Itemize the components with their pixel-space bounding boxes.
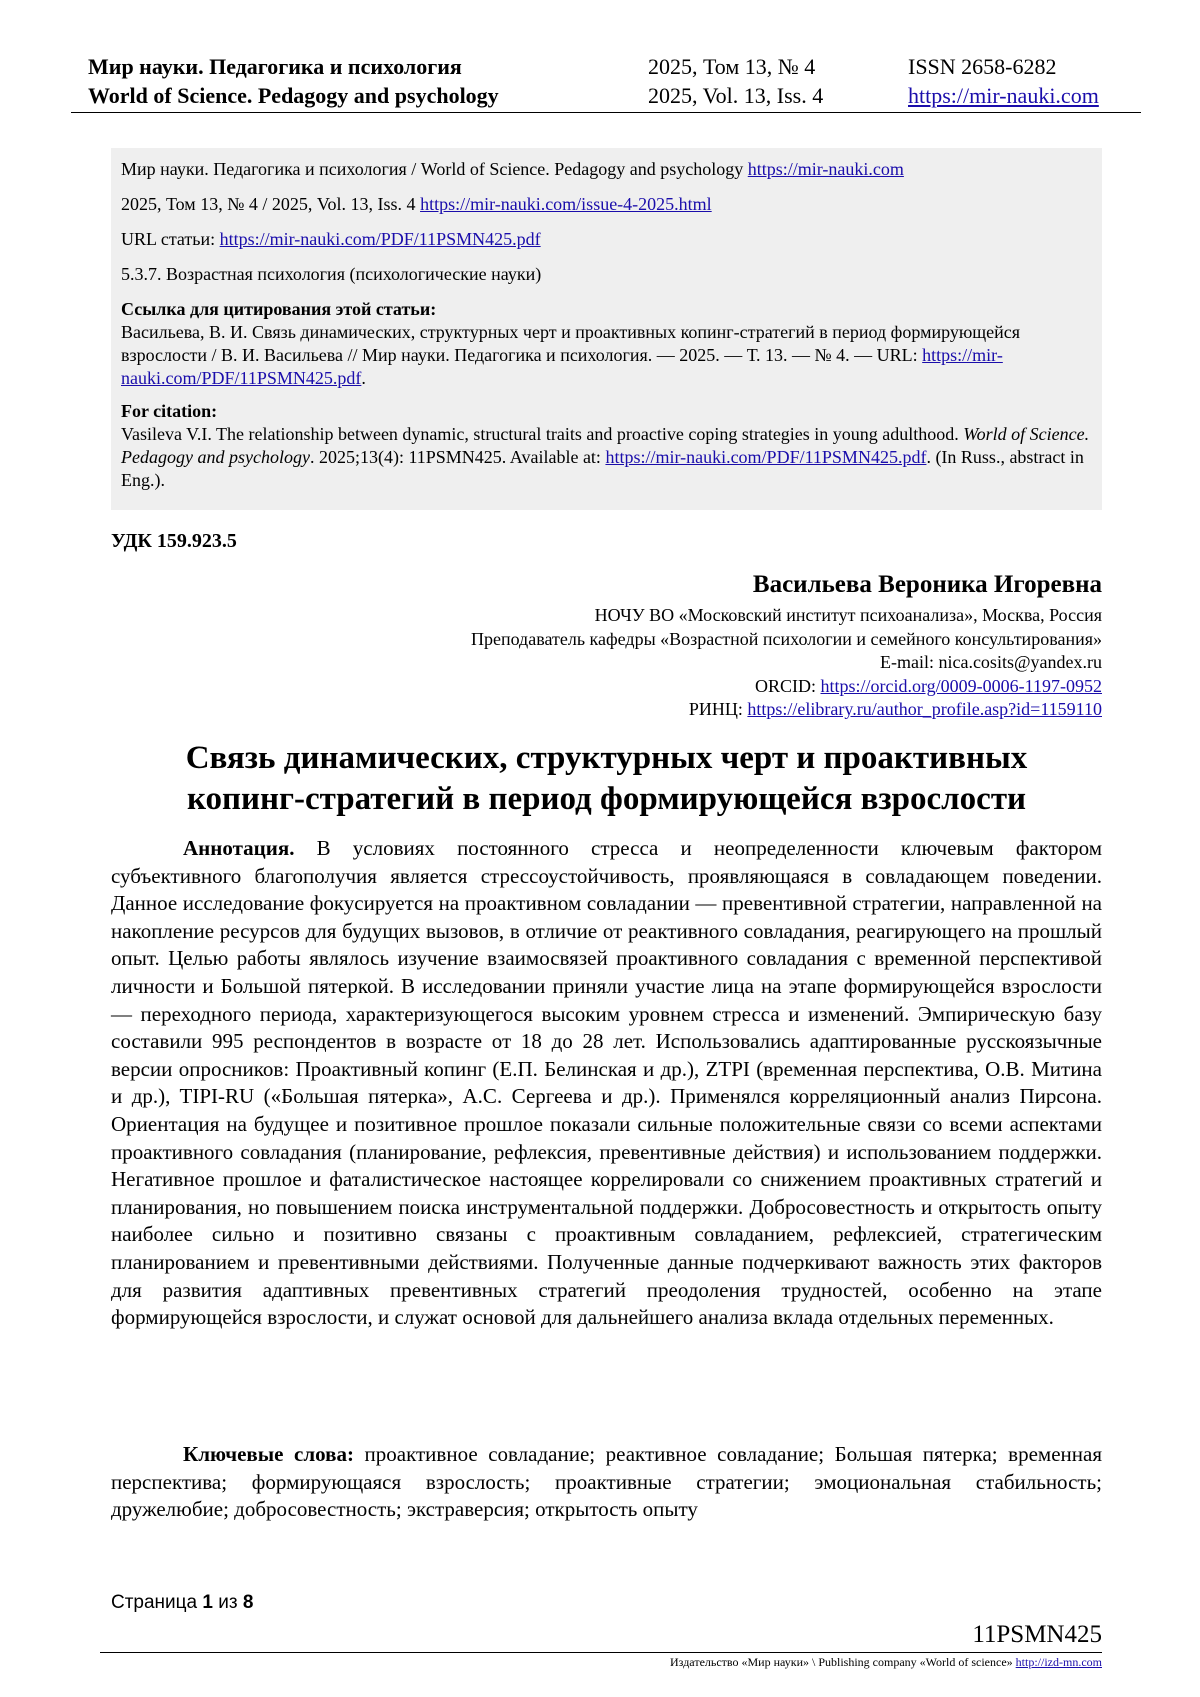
info-url-label: URL статьи: (121, 229, 220, 249)
page-total: 8 (242, 1592, 254, 1613)
journal-header (71, 52, 1141, 113)
citation-en-link[interactable]: https://mir-nauki.com/PDF/11PSMN425.pdf (605, 447, 927, 467)
keywords-label: Ключевые слова: (183, 1442, 354, 1466)
citation-en (121, 400, 1092, 492)
citation-ru-link[interactable]: https://mir-nauki.com/PDF/11PSMN425.pdf (121, 345, 1003, 388)
article-title-line-1: Связь динамических, структурных черт и проактивных (185, 740, 1028, 776)
issn: ISSN 2658-6282 (908, 54, 1057, 79)
citation-ru-label: Ссылка для цитирования этой статьи: (121, 299, 437, 319)
rinc-label: РИНЦ: (688, 699, 748, 719)
info-url-link[interactable]: https://mir-nauki.com/PDF/11PSMN425.pdf (219, 229, 541, 249)
citation-en-text2: . 2025;13(4): 11PSMN425. Available at: (309, 447, 606, 467)
author-orcid (302, 675, 1102, 699)
citation-en-end: . (In Russ., abstract in Eng.). (121, 447, 1084, 490)
info-issue-link[interactable]: https://mir-nauki.com/issue-4-2025.html (420, 194, 712, 214)
info-journal-link[interactable]: https://mir-nauki.com (747, 159, 904, 179)
keywords-text: проактивное совладание; реактивное совладание; Большая пятерка; временная перспектива; формирующаяся взрослость; проактивные стратегии; эмоциональная стабильность; дружелюбие; добросовестность; экстраверсия; открытость опыту (111, 1442, 1102, 1522)
author-name: Васильева Вероника Игоревна (752, 571, 1102, 598)
journal-title-ru: Мир науки. Педагогика и психология (88, 54, 462, 79)
publisher-link[interactable]: http://izd-mn.com (1015, 1655, 1102, 1669)
citation-en-label: For citation: (121, 401, 218, 421)
citation-en-journal: World of Science. Pedagogy and psychology (121, 424, 1090, 467)
article-info-box (111, 148, 1102, 510)
page-number (111, 1592, 253, 1614)
page-word: Страница (111, 1592, 203, 1613)
author-affiliation: НОЧУ ВО «Московский институт психоанализа», Москва, Россия (594, 605, 1102, 625)
publisher-text: Издательство «Мир науки» \ Publishing company «World of science» (670, 1655, 1016, 1669)
info-url-line (121, 228, 1092, 251)
issue-block (648, 52, 823, 110)
abstract-text: В условиях постоянного стресса и неопределенности ключевым фактором субъективного благополучия является стрессоустойчивость, проявляющаяся в совладающем поведении. Данное исследование фокусируется на проактивном совладании — превентивной стратегии, направленной на накопление ресурсов для будущих вызовов, в отличие от реактивного совладания, реагирующего на прошлый опыт. Целью работы являлось изучение взаимосвязей проактивного совладания с временной перспективой личности и Большой пятеркой. В исследовании приняли участие лица на этапе формирующейся взрослости — переходного периода, характеризующегося высоким уровнем стресса и изменений. Эмпирическую базу составили 995 респондентов в возрасте от 18 до 28 лет. Использовались адаптированные русскоязычные версии опросников: Проактивный копинг (Е.П. Белинская и др.), ZTPI (временная перспектива, О.В. Митина и др.), TIPI-RU («Большая пятерка», А.С. Сергеева и др.). Применялся корреляционный анализ Пирсона. Ориентация на будущее и позитивное прошлое показали сильные положительные связи со всеми аспектами проактивного совладания (планирование, рефлексия, превентивные действия) и использованием поддержки. Негативное прошлое и фаталистическое настоящее коррелировали со снижением проактивных стратегий и планирования, но повышением поиска инструментальной поддержки. Добросовестность и открытость опыту наиболее сильно и позитивно связаны с проактивным совладанием, рефлексией, стратегическим планированием и превентивными действиями. Полученные данные подчеркивают важность этих факторов для развития адаптивных превентивных стратегий преодоления трудностей, особенно на этапе формирующейся взрослости, и служат основой для дальнейшего анализа вклада отдельных переменных. (111, 836, 1102, 1330)
abstract-label: Аннотация. (183, 836, 295, 860)
info-specialty: 5.3.7. Возрастная психология (психологические науки) (121, 264, 542, 284)
rinc-link[interactable]: https://elibrary.ru/author_profile.asp?id=1159110 (747, 699, 1102, 719)
citation-ru-end: . (361, 368, 366, 388)
page-of: из (212, 1592, 243, 1613)
article-title (111, 738, 1102, 820)
author-rinc (302, 698, 1102, 722)
orcid-label: ORCID: (755, 675, 821, 696)
page-current: 1 (202, 1592, 213, 1613)
journal-title-block (88, 52, 499, 110)
site-link[interactable]: https://mir-nauki.com (908, 83, 1099, 108)
publisher-line (670, 1655, 1102, 1670)
issn-block (908, 52, 1099, 110)
journal-title-en: World of Science. Pedagogy and psychology (88, 83, 499, 108)
citation-en-text: Vasileva V.I. The relationship between dynamic, structural traits and proactive coping strategies in young adulthood. (121, 424, 964, 444)
udk-code: УДК 159.923.5 (111, 530, 237, 552)
keywords (111, 1441, 1102, 1524)
footer-divider (100, 1652, 1102, 1653)
issue-ru: 2025, Том 13, № 4 (648, 54, 816, 79)
article-title-line-2: копинг-стратегий в период формирующейся взрослости (186, 781, 1027, 817)
issue-en: 2025, Vol. 13, Iss. 4 (648, 83, 824, 108)
citation-ru-text: Васильева, В. И. Связь динамических, структурных черт и проактивных копинг-стратегий в период формирующейся взрослости / В. И. Васильева // Мир науки. Педагогика и психология. — 2025. — Т. 13. — № 4. — URL: (121, 322, 1021, 365)
author-position: Преподаватель кафедры «Возрастной психологии и семейного консультирования» (470, 628, 1102, 649)
abstract (111, 835, 1102, 1332)
citation-ru (121, 298, 1092, 390)
author-email: E-mail: nica.cosits@yandex.ru (879, 652, 1102, 672)
info-issue-line (121, 193, 1092, 216)
info-journal-line (121, 158, 1092, 181)
info-journal-text: Мир науки. Педагогика и психология / World of Science. Pedagogy and psychology (121, 159, 748, 179)
info-issue-text: 2025, Том 13, № 4 / 2025, Vol. 13, Iss. 4 (121, 194, 421, 214)
author-block (302, 568, 1102, 722)
article-code: 11PSMN425 (972, 1621, 1102, 1648)
orcid-link[interactable]: https://orcid.org/0009-0006-1197-0952 (820, 675, 1102, 696)
